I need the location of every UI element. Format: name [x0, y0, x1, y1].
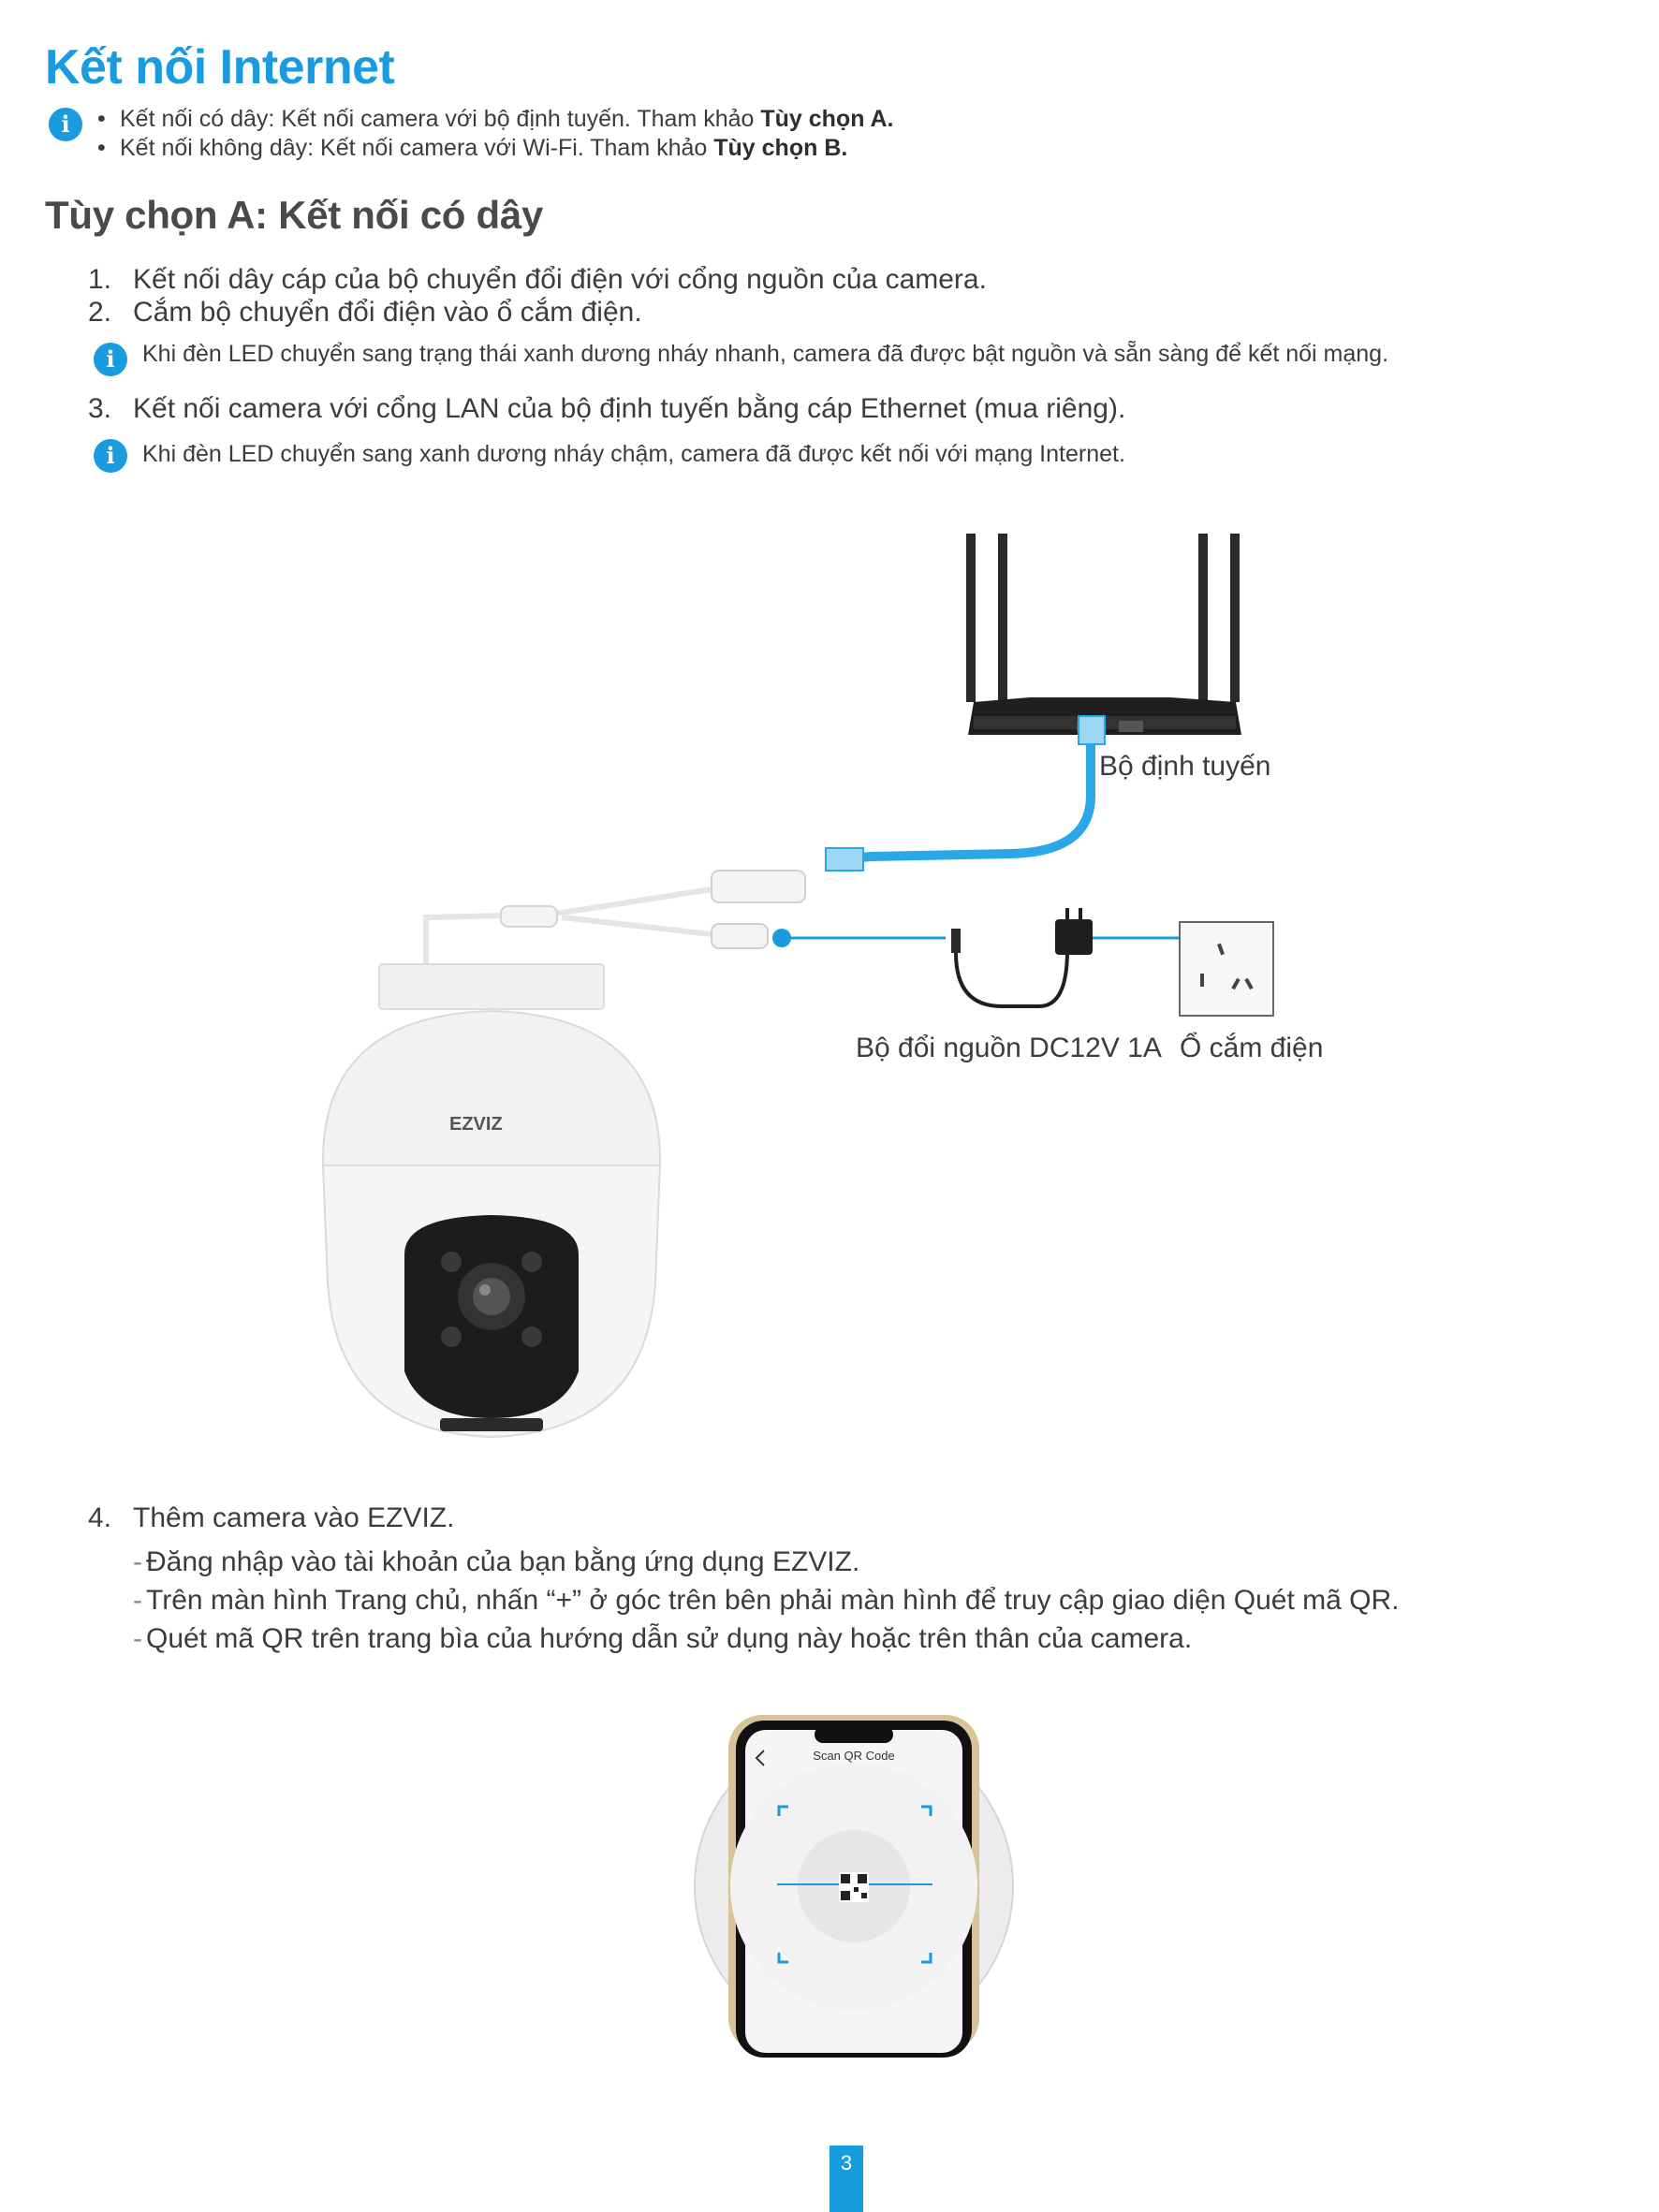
power-adapter-icon	[951, 908, 1093, 1006]
intro-item-wireless: • Kết nối không dây: Kết nối camera với Wi-Fi. Tham khảo Tùy chọn B.	[97, 134, 894, 163]
intro-list	[97, 105, 894, 163]
step-4: 4. Thêm camera vào EZVIZ.	[88, 1502, 455, 1533]
connection-diagram	[0, 505, 1659, 1442]
camera-brand-logo: EZVIZ	[449, 1114, 503, 1135]
section-heading: Tùy chọn A: Kết nối có dây	[45, 193, 544, 237]
outlet-label: Ổ cắm điện	[1180, 1033, 1324, 1063]
intro-item-wired: • Kết nối có dây: Kết nối camera với bộ định tuyến. Tham khảo Tùy chọn A.	[97, 105, 894, 134]
step-1: 1. Kết nối dây cáp của bộ chuyển đổi điện với cổng nguồn của camera.	[88, 264, 987, 295]
phone-scan-illustration	[693, 1713, 1030, 2059]
router-label: Bộ định tuyến	[1099, 751, 1271, 782]
power-outlet-icon	[1180, 922, 1273, 1016]
substep-login: - Đăng nhập vào tài khoản của bạn bằng ứng dụng EZVIZ.	[133, 1546, 860, 1577]
phone-screen-title: Scan QR Code	[813, 1749, 895, 1763]
substep-add: - Trên màn hình Trang chủ, nhấn “+” ở góc trên bên phải màn hình để truy cập giao diện Quét mã QR.	[133, 1585, 1400, 1616]
info-icon: i	[49, 108, 82, 141]
page-number: 3	[830, 2146, 863, 2212]
info-icon: i	[94, 343, 127, 376]
router-ethernet-plug	[1079, 716, 1105, 744]
note-power: Khi đèn LED chuyển sang trạng thái xanh dương nháy nhanh, camera đã được bật nguồn và sẵn sàng để kết nối mạng.	[142, 341, 1389, 367]
router-icon	[966, 534, 1241, 735]
page-title: Kết nối Internet	[45, 40, 395, 95]
camera-icon	[323, 964, 660, 1437]
adapter-label: Bộ đổi nguồn DC12V 1A	[856, 1033, 1162, 1063]
step-2: 2. Cắm bộ chuyển đổi điện vào ổ cắm điện.	[88, 297, 642, 328]
qr-code-icon	[839, 1872, 869, 1902]
step-3: 3. Kết nối camera với cổng LAN của bộ định tuyến bằng cáp Ethernet (mua riêng).	[88, 393, 1126, 424]
note-internet: Khi đèn LED chuyển sang xanh dương nháy chậm, camera đã được kết nối với mạng Internet.	[142, 441, 1125, 467]
info-icon: i	[94, 439, 127, 473]
substep-scan: - Quét mã QR trên trang bìa của hướng dẫn sử dụng này hoặc trên thân của camera.	[133, 1623, 1193, 1654]
camera-ethernet-plug	[826, 848, 863, 871]
